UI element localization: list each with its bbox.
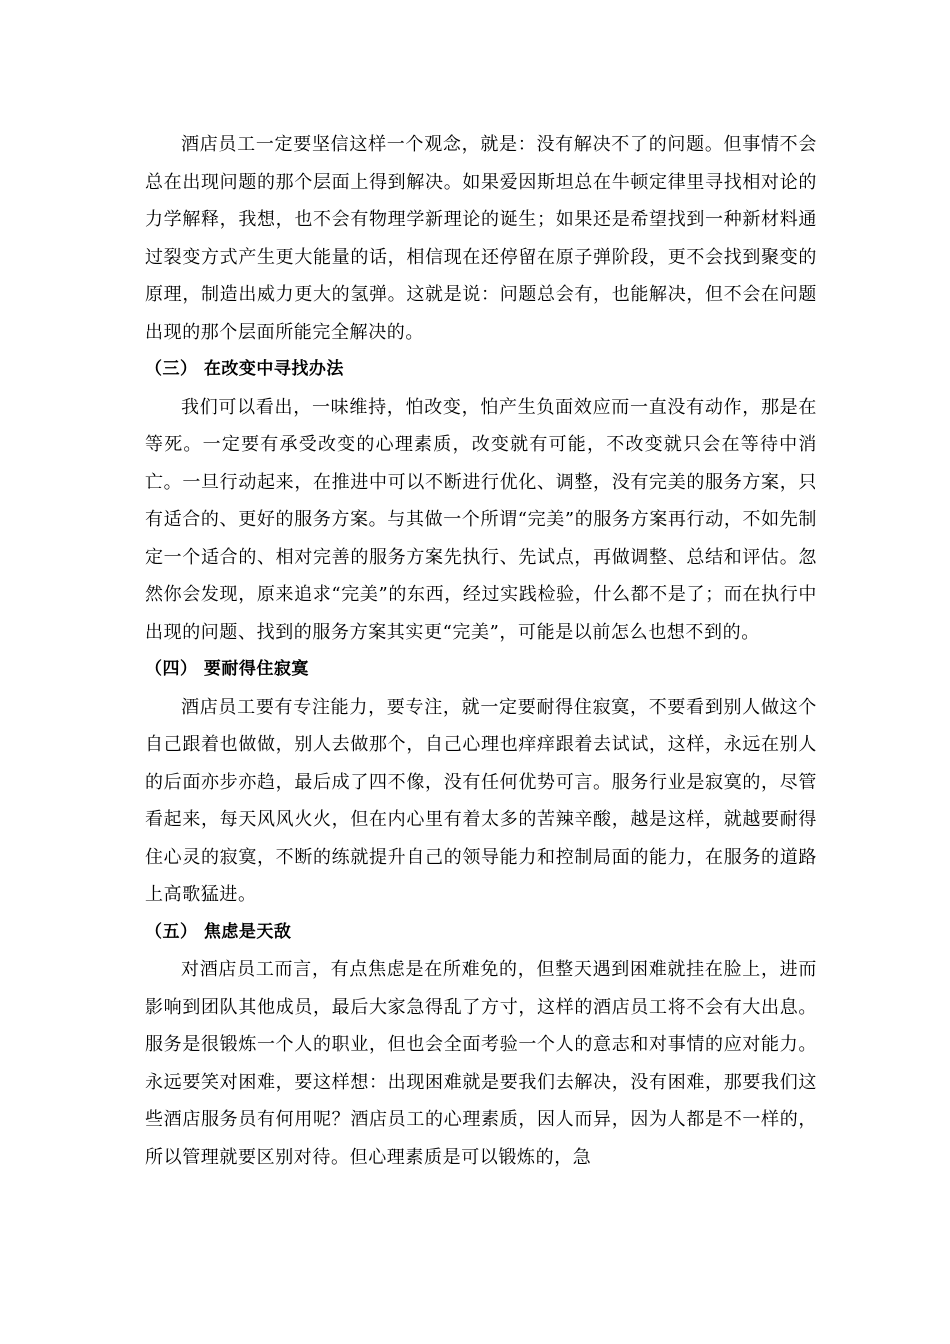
section-heading-3: （三） 在改变中寻找办法 <box>145 359 344 379</box>
body-paragraph: 酒店员工一定要坚信这样一个观念，就是：没有解决不了的问题。但事情不会总在出现问题的那个层面上得到解决。如果爱因斯坦总在牛顿定律里寻找相对论的力学解释，我想，也不会有物理学新理论的诞生；如果还是希望找到一种新材料通过裂变方式产生更大能量的话，相信现在还停留在原子弹阶段，更不会找到聚变的原理，制造出威力更大的氢弹。这就是说：问题总会有，也能解决，但不会在问题出现的那个层面所能完全解决的。 <box>145 134 817 343</box>
section-heading-5: （五） 焦虑是天敌 <box>145 921 292 942</box>
section-heading-4: （四） 要耐得住寂寞 <box>145 659 309 679</box>
body-paragraph: 对酒店员工而言，有点焦虑是在所难免的，但整天遇到困难就挂在脸上，进而影响到团队其他成员，最后大家急得乱了方寸，这样的酒店员工将不会有大出息。服务是很锻炼一个人的职业，但也会全面考验一个人的意志和对事情的应对能力。永远要笑对困难，要这样想：出现困难就是要我们去解决，没有困难，那要我们这些酒店服务员有何用呢？酒店员工的心理素质，因人而异，因为人都是不一样的，所以管理就要区别对待。但心理素质是可以锻炼的，急 <box>145 959 817 1168</box>
body-paragraph: 酒店员工要有专注能力，要专注，就一定要耐得住寂寞，不要看到别人做这个自己跟着也做做，别人去做那个，自己心理也痒痒跟着去试试，这样，永远在别人的后面亦步亦趋，最后成了四不像，没有任何优势可言。服务行业是寂寞的，尽管看起来，每天风风火火，但在内心里有着太多的苦辣辛酸，越是这样，就越要耐得住心灵的寂寞，不断的练就提升自己的领导能力和控制局面的能力，在服务的道路上高歌猛进。 <box>145 696 817 905</box>
document-page <box>145 126 817 1176</box>
body-paragraph: 我们可以看出，一味维持，怕改变，怕产生负面效应而一直没有动作，那是在等死。一定要有承受改变的心理素质，改变就有可能，不改变就只会在等待中消亡。一旦行动起来，在推进中可以不断进行优化、调整，没有完美的服务方案，只有适合的、更好的服务方案。与其做一个所谓“完美”的服务方案再行动，不如先制定一个适合的、相对完善的服务方案先执行、先试点，再做调整、总结和评估。忽然你会发现，原来追求“完美”的东西，经过实践检验，什么都不是了；而在执行中出现的问题、找到的服务方案其实更“完美”，可能是以前怎么也想不到的。 <box>145 396 817 643</box>
